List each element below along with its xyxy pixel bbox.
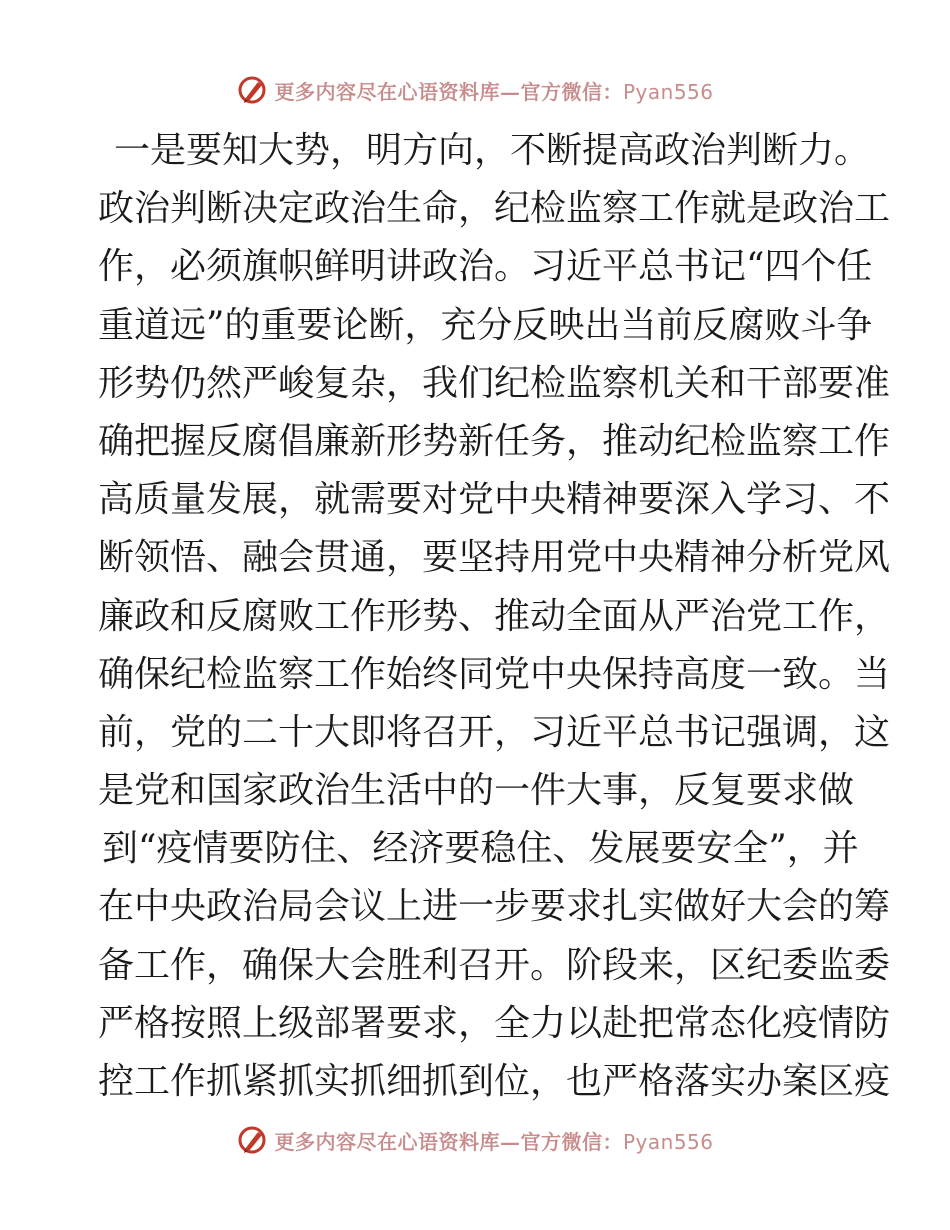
pen-circle-logo-icon (236, 1124, 268, 1156)
text-line: 高质量发展，就需要对党中央精神要深入学习、不 (98, 479, 891, 521)
header-watermark (0, 72, 950, 108)
text-line: 一是要知大势，明方向，不断提高政治判断力。 (114, 130, 871, 171)
text-line: 政治判断决定政治生命，纪检监察工作就是政治工 (98, 188, 891, 230)
text-line: 到“疫情要防住、经济要稳住、发展要安全”，并 (102, 828, 859, 870)
watermark-text: 更多内容尽在心语资料库—官方微信：Pyan556 (274, 79, 714, 104)
text-line: 控工作抓紧抓实抓细抓到位，也严格落实办案区疫 (98, 1061, 891, 1102)
pen-circle-logo-icon (236, 74, 268, 106)
watermark-text: 更多内容尽在心语资料库—官方微信：Pyan556 (274, 1129, 714, 1154)
text-line: 是党和国家政治生活中的一件大事，反复要求做 (98, 770, 855, 812)
text-line: 在中央政治局会议上进一步要求扎实做好大会的筹 (98, 886, 891, 928)
text-line: 前，党的二十大即将召开，习近平总书记强调，这 (98, 711, 891, 753)
text-line: 廉政和反腐败工作形势、推动全面从严治党工作， (98, 595, 891, 637)
text-line: 形势仍然严峻复杂，我们纪检监察机关和干部要准 (98, 362, 891, 404)
footer-watermark (0, 1122, 950, 1158)
text-line: 确把握反腐倡廉新形势新任务，推动纪检监察工作 (98, 420, 891, 462)
text-line: 确保纪检监察工作始终同党中央保持高度一致。当 (98, 653, 891, 695)
text-line: 作，必须旗帜鲜明讲政治。习近平总书记“四个任 (98, 246, 873, 288)
text-line: 备工作，确保大会胜利召开。阶段来，区纪委监委 (98, 944, 891, 986)
text-line: 重道远”的重要论断，充分反映出当前反腐败斗争 (98, 304, 873, 346)
document-body (98, 122, 891, 1111)
text-line: 断领悟、融会贯通，要坚持用党中央精神分析党风 (98, 537, 891, 579)
text-line: 严格按照上级部署要求，全力以赴把常态化疫情防 (98, 1002, 891, 1044)
